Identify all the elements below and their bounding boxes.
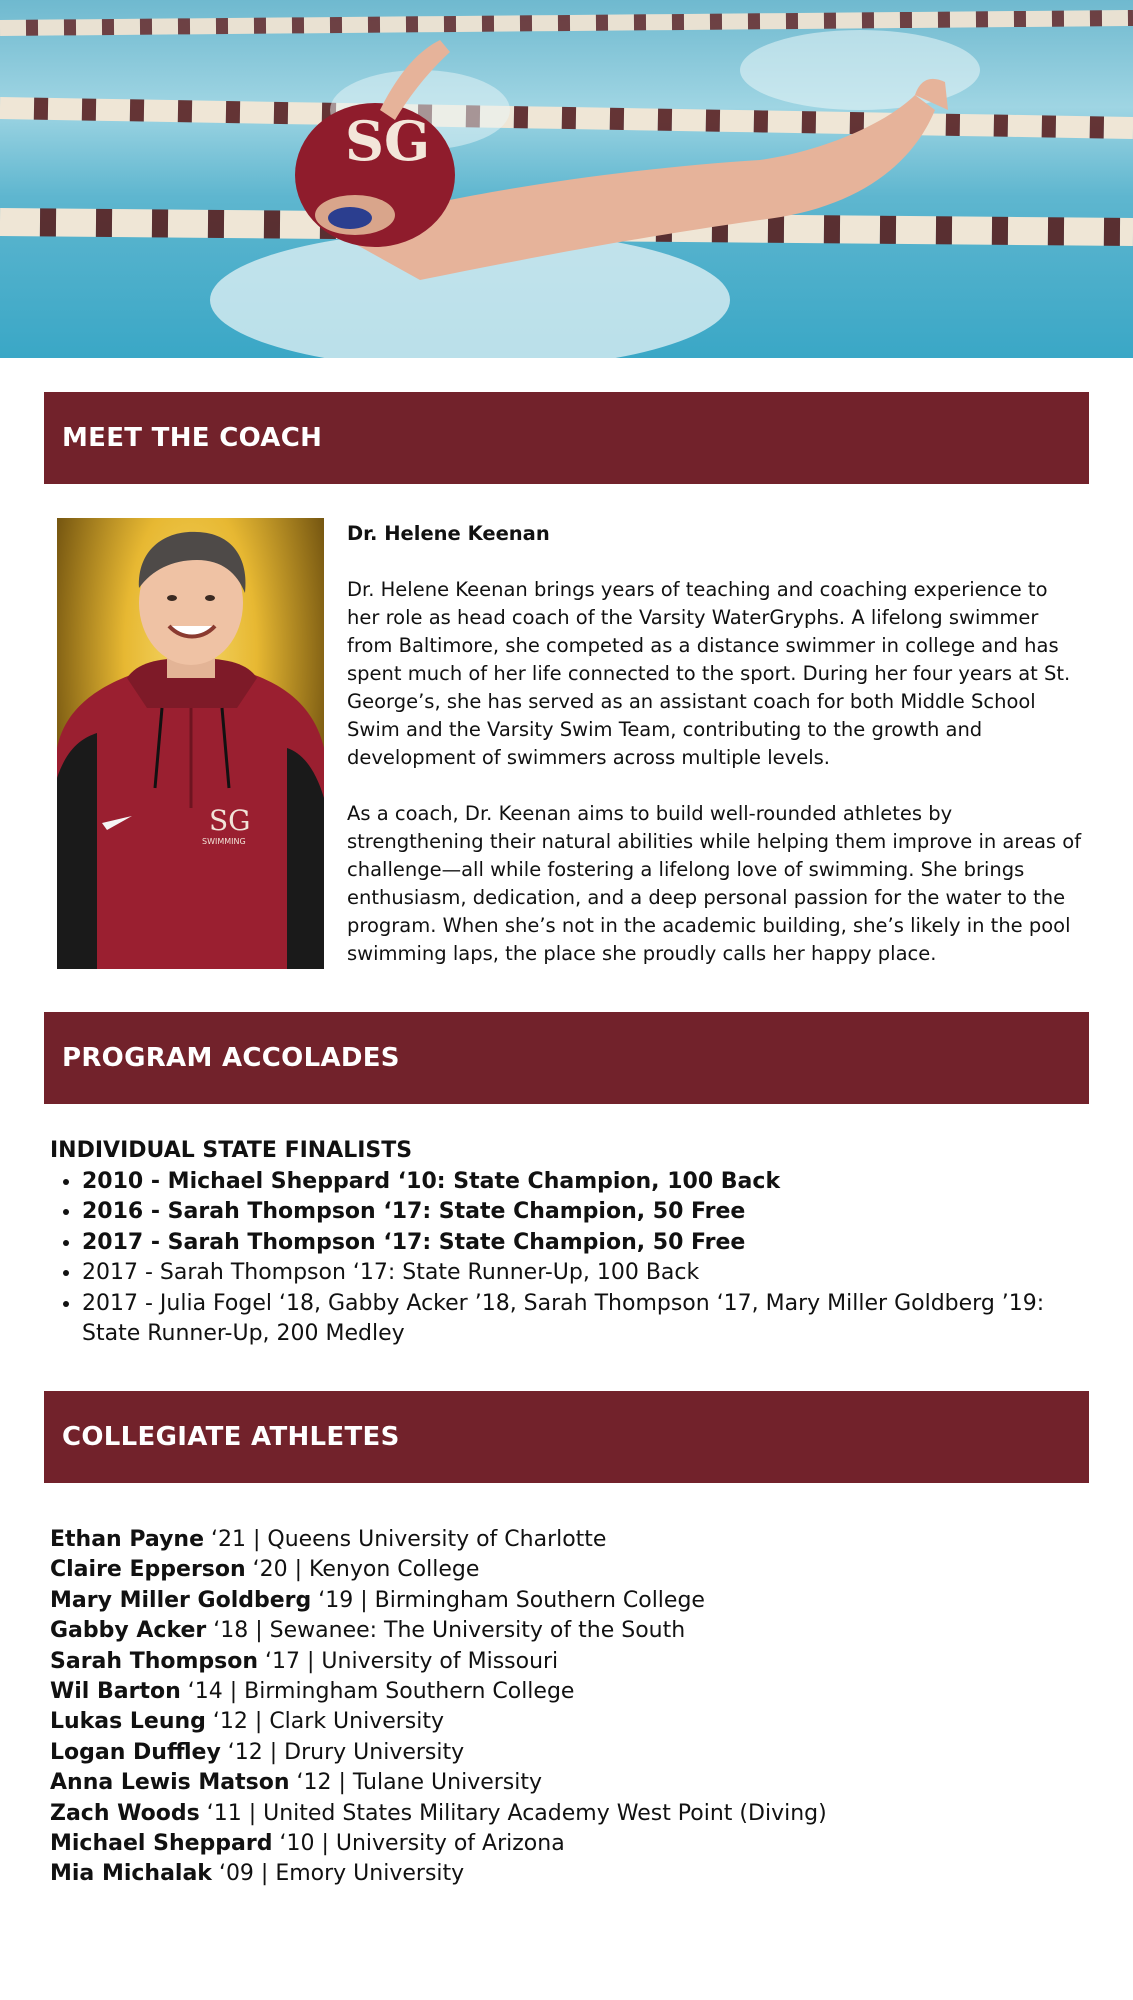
athlete-name: Mia Michalak (50, 1861, 212, 1887)
list-item: • 2017 - Julia Fogel ‘18, Gabby Acker ’18, Sarah Thompson ‘17, Mary Miller Goldberg ’19: State Runner-Up, 200 Medley (82, 1289, 1090, 1350)
athlete-name: Michael Sheppard (50, 1831, 273, 1857)
accolades-subheading: INDIVIDUAL STATE FINALISTS (50, 1138, 413, 1163)
athlete-name: Lukas Leung (50, 1709, 206, 1735)
list-item: • 2017 - Sarah Thompson ‘17: State Champion, 50 Free (82, 1228, 1090, 1259)
athlete-detail: ‘11 | United States Military Academy West Point (Diving) (199, 1800, 827, 1826)
athlete-name: Zach Woods (50, 1800, 200, 1826)
list-item (50, 1525, 1090, 1555)
meet-the-coach-header (44, 392, 1089, 484)
list-item (50, 1616, 1090, 1646)
coach-bio-paragraph: As a coach, Dr. Keenan aims to build well-rounded athletes by strengthening their natural abilities while helping them improve in areas of challenge—all while fostering a lifelong love of swimming. She brings enthusiasm, dedication, and a deep personal passion for the water to the program. When she’s not in the academic building, she’s likely in the pool swimming laps, the place she proudly calls her happy place. (347, 802, 1082, 965)
list-item (50, 1768, 1090, 1798)
svg-text:SWIMMING: SWIMMING (202, 837, 246, 846)
athlete-name: Gabby Acker (50, 1618, 207, 1644)
swimmer-illustration (0, 0, 1133, 358)
lane-rope (0, 108, 1133, 128)
athlete-name: Ethan Payne (50, 1527, 204, 1552)
athlete-detail: ‘14 | Birmingham Southern College (180, 1679, 575, 1705)
coach-portrait (57, 518, 324, 969)
coach-portrait-illustration (57, 518, 324, 969)
athlete-detail: ‘21 | Queens University of Charlotte (204, 1527, 607, 1552)
athlete-name: Mary Miller Goldberg (50, 1587, 312, 1613)
list-item (50, 1738, 1090, 1768)
athlete-name: Anna Lewis Matson (50, 1770, 290, 1796)
lane-rope (0, 18, 1133, 28)
athlete-detail: ‘12 | Tulane University (289, 1770, 543, 1796)
list-item (50, 1555, 1090, 1585)
list-item: • 2016 - Sarah Thompson ‘17: State Champion, 50 Free (82, 1197, 1090, 1228)
athlete-detail: ‘12 | Drury University (220, 1739, 465, 1765)
athlete-name: Wil Barton (50, 1679, 181, 1705)
hero-swimmer-photo (0, 0, 1133, 358)
coach-bio (347, 520, 1083, 996)
athlete-detail: ‘10 | University of Arizona (272, 1831, 565, 1857)
athlete-name: Logan Duffley (50, 1739, 221, 1765)
athlete-detail: ‘17 | University of Missouri (258, 1648, 559, 1674)
athlete-detail: ‘12 | Clark University (205, 1709, 445, 1735)
program-accolades-header (44, 1012, 1089, 1104)
list-item (50, 1799, 1090, 1829)
svg-text:SG: SG (209, 804, 251, 837)
list-item (50, 1829, 1090, 1859)
cap-logo: SG (345, 109, 431, 173)
list-item: • 2010 - Michael Sheppard ‘10: State Champion, 100 Back (82, 1167, 1090, 1198)
athletes-list (50, 1525, 1090, 1890)
section-heading: COLLEGIATE ATHLETES (62, 1422, 400, 1452)
list-item: • 2017 - Sarah Thompson ‘17: State Runner-Up, 100 Back (82, 1258, 1090, 1289)
section-heading: MEET THE COACH (62, 423, 323, 453)
list-item (50, 1647, 1090, 1677)
athlete-name: Sarah Thompson (50, 1648, 259, 1674)
athlete-name: Claire Epperson (50, 1557, 246, 1583)
list-item (50, 1677, 1090, 1707)
list-item (50, 1586, 1090, 1616)
athlete-detail: ‘19 | Birmingham Southern College (311, 1587, 705, 1613)
coach-bio-paragraph: Dr. Helene Keenan brings years of teaching and coaching experience to her role as head coach of the Varsity WaterGryphs. A lifelong swimmer from Baltimore, she competed as a distance swimmer in college and has spent much of her life connected to the sport. During her four years at St. George’s, she has served as an assistant coach for both Middle School Swim and the Varsity Swim Team, contributing to the growth and development of swimmers across multiple levels. (347, 578, 1071, 769)
athlete-detail: ‘18 | Sewanee: The University of the South (206, 1618, 686, 1644)
athlete-detail: ‘09 | Emory University (211, 1861, 465, 1887)
list-item (50, 1707, 1090, 1737)
accolades-list (50, 1136, 1090, 1350)
coach-name: Dr. Helene Keenan (347, 522, 550, 545)
list-item (50, 1859, 1090, 1889)
collegiate-athletes-header (44, 1391, 1089, 1483)
section-heading: PROGRAM ACCOLADES (62, 1043, 400, 1073)
athlete-detail: ‘20 | Kenyon College (245, 1557, 480, 1583)
